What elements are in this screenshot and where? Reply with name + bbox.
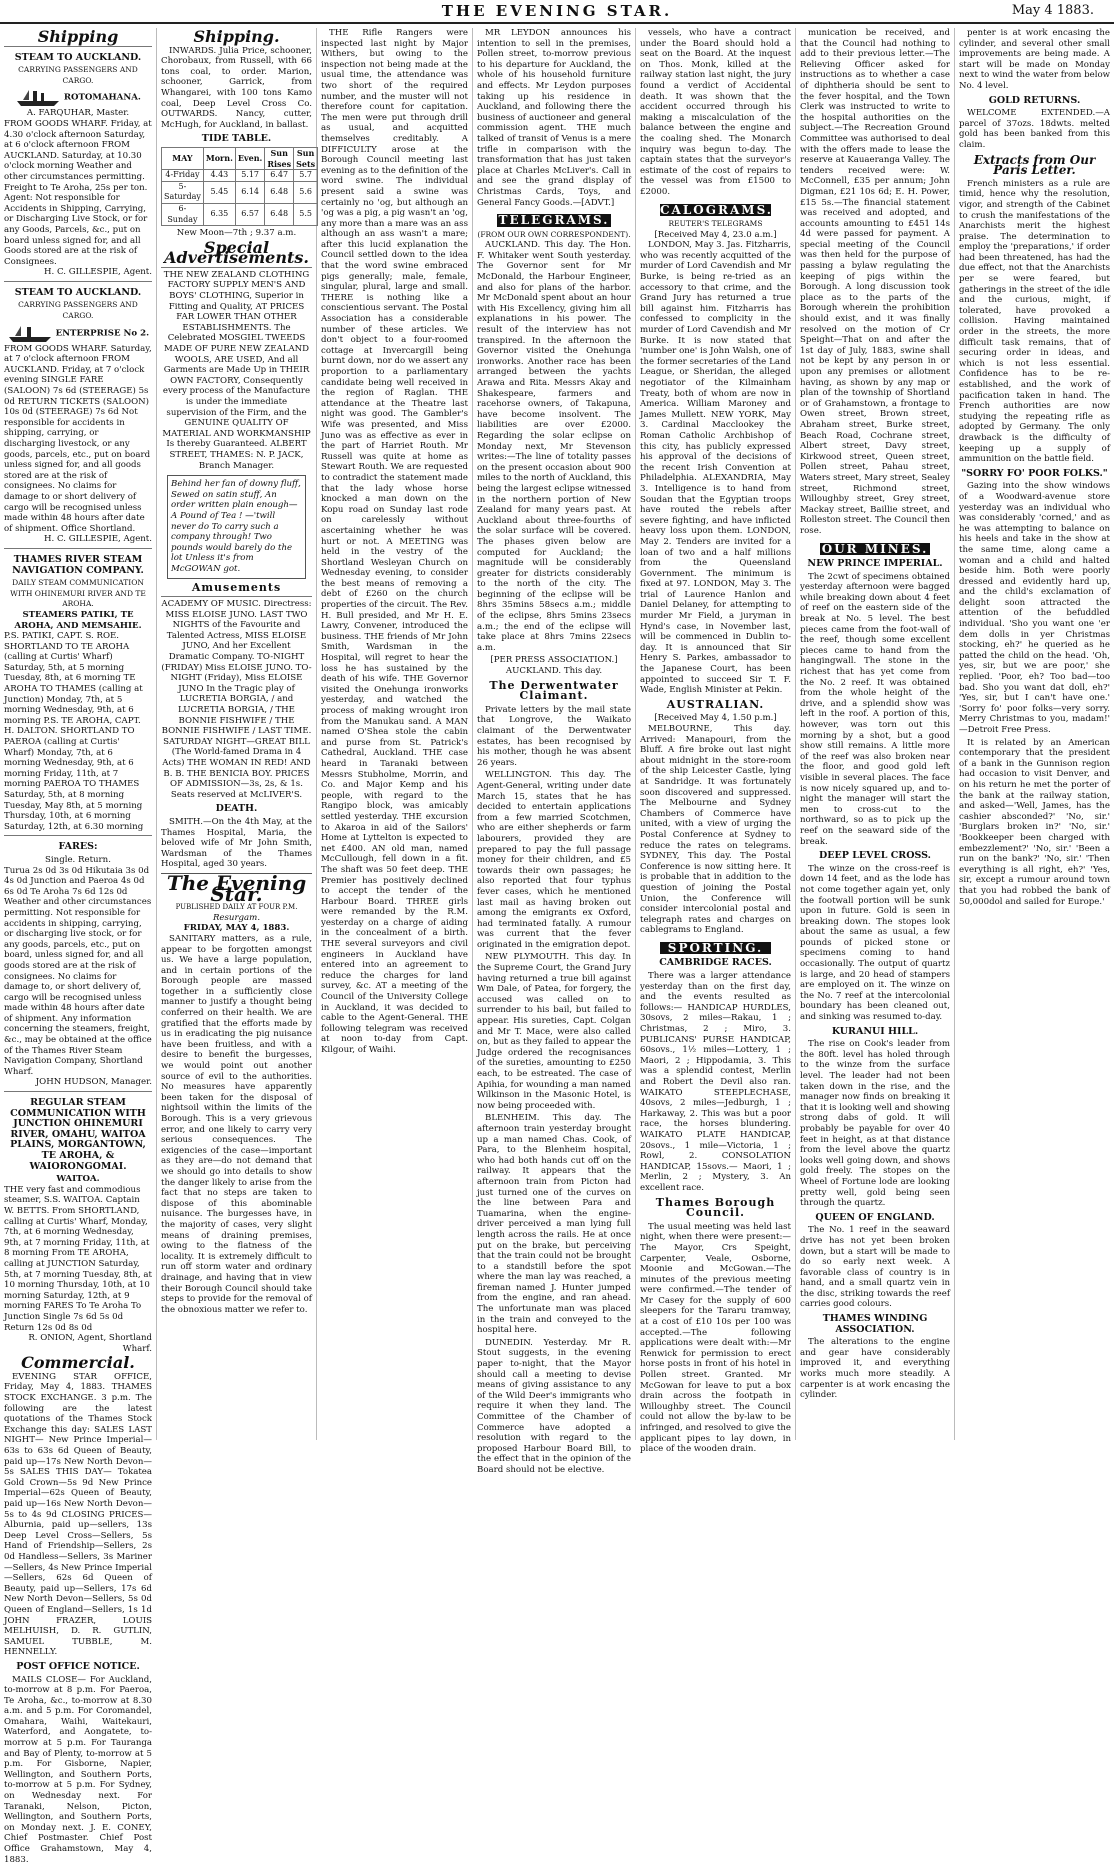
steamship-icon xyxy=(7,322,53,344)
council-heading: Thames Borough Council. xyxy=(640,1198,791,1219)
mine-report-winding-association: The alterations to the engine and gear have considerably improved it, and everything works much more steadily. A carpenter is at work encasing the cylinder. xyxy=(800,1337,950,1401)
paper-motto: Resurgam. xyxy=(161,913,312,924)
mine-report-deep-level-cross: The winze on the cross-reef is down 14 feet, and as the lode has not come together again yet, only the footwall portion will be sunk upon in future. Gold is seen in breaking down. The stopes look about the same as usual, a few pounds of picked stone or specimens coming to hand occasionally. The output of quartz is large, and 20 head of stampers are employed on it. The winze on the No. 7 reef at the intercolonial boundary has been cleaned out, and sinking was resumed to-day. xyxy=(800,864,950,1023)
column-3-local-news xyxy=(317,28,473,1440)
advertisement-notes: MR LEYDON announces his intention to sell in the premises, Pollen street, to-morrow previous to his departure for Auckland, the whole of his household furniture and effects. Mr Leydon purposes taking up his residence in Auckland, and following there the business of auctioneer and general commission agent. THE much talked of transit of Venus is a mere trifle in comparison with the transformation that has just taken place at Charles McLiver's. Call in and see the grand display of Christmas Cards, Toys, and General Fancy Goods.—[ADVT.] xyxy=(477,28,631,208)
cable-news: LONDON, May 3. Jas. Fitzharris, who was recently acquitted of the murder of Lord Cavendish and Mr Burke, is being re-tried as an accessory to that crime, and the Grand Jury has returned a true bill against him. Fitzharris has confessed to complicity in the murder of Lord Cavendish and Mr Burke. It is now stated that 'number one' is John Walsh, one of the former secretaries of the Land League, or Sheridan, the alleged negotiator of the Kilmainham Treaty, both of whom are now in America. William Maroney and James Mullett. NEW YORK, May 3. Cardinal Macclookey the Roman Catholic Archbishop of this city, has publicly expressed his approval of the decisions of the recent Irish Convention at Philadelphia. ALEXANDRIA, May 3. Intelligence is to hand from Soudan that the Egyptian troops have routed the rebels after severe fighting, and have inflicted heavy loss upon them. LONDON, May 2. Tenders are invited for a loan of two and a half millions from the Queensland Government. The minimum is fixed at 97. LONDON, May 3. The trial of Laurence Hanlon and Daniel Delaney, for attempting to murder Mr Field, a juryman in Hynd's case, in November last, will be commenced in Dublin to-day. It is announced that Sir Henry S. Parkes, ambassador to the Japanese Court, has been appointed to succeed Sir T. F. Wade, English Minister at Pekin. xyxy=(640,240,791,696)
academy-of-music-ad: ACADEMY OF MUSIC. Directress: MISS ELOISE JUNO. LAST TWO NIGHTS of the Favourite and Talented Actress, MISS ELOISE JUNO, And her Excellent Dramatic Company. TO-NIGHT (FRIDAY) Miss ELOISE JUNO. TO-NIGHT (Friday), Miss ELOISE JUNO In the Tragic play of LUCRETIA BORGIA, / and LUCRETIA BORGIA, / THE BONNIE FISHWIFE / THE BONNIE FISHWIFE / LAST TIME. SATURDAY NIGHT—GREAT BILL (The World-famed Drama in 4 Acts) THE WOMAN IN RED! AND B. B. THE BENICIA BOY. PRICES OF ADMISSION—3s, 2s, & 1s. Seats reserved at McLIVER'S. xyxy=(161,596,312,800)
shipping-ad-enterprise: STEAM TO AUCKLAND. CARRYING PASSENGERS AND CARGO. ENTERPRISE No 2. FROM GOODS WHARF. Saturday, at 7 o'clock afternoon FROM AUCKLAND. Friday, at 7 o'clock evening SINGLE FARE (SALOON) 7s 6d (STEERAGE) 5s 0d RETURN TICKETS (SALOON) 10s 0d (STEERAGE) 7s 6d Not responsible for accidents in shipping, carrying, or discharging livestock, or any goods, parcels, etc., put on board unless signed for, and all goods stored are at the risk of consignees. No claims for damage to or short delivery of cargo will be recognised unless made within 48 hours after date of shipment. Office Shortland. H. C. GILLESPIE, Agent. xyxy=(4,281,152,545)
australian-received: [Received May 4, 1.50 p.m.] xyxy=(640,713,791,724)
derwentwater-article: Private letters by the mail state that Longrove, the Waikato claimant of the Derwentwater estates, has been recognised by his mother, though he was absent 26 years. xyxy=(477,705,631,769)
shipping-ad-thames-river: THAMES RIVER STEAM NAVIGATION COMPANY. DAILY STEAM COMMUNICATION WITH OHINEMURI RIVER AND TE AROHA. STEAMERS PATIKI, TE AROHA, AND MEMSAHIE. P.S. PATIKI, CAPT. S. ROE. SHORTLAND TO TE AROHA (calling at Curtis' Wharf) Saturday, 5th, at 5 morning Tuesday, 8th, at 6 morning TE AROHA TO THAMES (calling at Junction) Monday, 7th, at 5 morning Wednesday, 9th, at 6 morning P.S. TE AROHA, CAPT. H. DALTON. SHORTLAND TO PAEROA (calling at Curtis' Wharf) Monday, 7th, at 6 morning Wednesday, 9th, at 6 morning Friday, 11th, at 7 morning PAEROA TO THAMES Saturday, 5th, at 8 morning Tuesday, May 8th, at 5 morning Thursday, 10th, at 6 morning Saturday, 12th, at 6.30 morning xyxy=(4,548,152,832)
paris-letter-article: French ministers as a rule are timid, hence why the resolution, vigor, and strength of the Cabinet to crush the manifestations of the Anarchists merit the highest praise. The determination to employ the 'preparations,' if order had been threatened, has had the due effect, not that the Anarchists per se were feared, but gatherings in the street of the idle and the curious, might, if tolerated, have provoked a collision. Having maintained order in the streets, the more difficult task remains, that of securing order in ideas, and which is not less essential. Confidence has to be re-established, and the work of pacification taken in hand. The French authorities are now studying the repeating rifle as adopted by Germany. The only drawback is the difficulty of keeping up a supply of ammunition on the battle field. xyxy=(959,179,1110,465)
shipping-ad-waitoa: REGULAR STEAM COMMUNICATION WITH JUNCTION OHINEMURI RIVER, OMAHU, WAITOA PLAINS, MORGANTOWN, TE AROHA, & WAIORONGOMAI. WAITOA. THE very fast and commodious steamer, S.S. WAITOA. Captain W. BETTS. From SHORTLAND, calling at Curtis' Wharf, Monday, 7th, at 6 morning Wednesday, 9th, at 7 morning Friday, 11th, at 8 morning From TE AROHA, calling at JUNCTION Saturday, 5th, at 7 morning Tuesday, 8th, at 10 morning Thursday, 10th, at 10 morning Saturday, 12th, at 9 morning FARES To Te Aroha To Junction Single 7s 6d 5s 0d Return 12s 0d 8s 0d R. ONION, Agent, Shortland Wharf. xyxy=(4,1091,152,1354)
press-association-note: [PER PRESS ASSOCIATION.] AUCKLAND. This day. xyxy=(477,655,631,676)
poor-folks-heading: "SORRY FO' POOR FOLKS." xyxy=(959,469,1110,480)
telegram-wellington: WELLINGTON. This day. The Agent-General, writing under date March 15, states that he has decided to entertain applications from a few married Scotchmen, who are either shepherds or farm labourers, provided they are prepared to pay the full passage money for their children, and £5 towards their own passages; he also reported that four typhus fever cases, which he mentioned last mail as having broken out among the emigrants ex Oxford, had terminated fatally. A rumour was current that the fever originated in the emigration depot. xyxy=(477,770,631,950)
calograms-subheading: REUTER'S TELEGRAMS xyxy=(640,219,791,230)
table-row: 4-Friday 4.43 5.17 6.47 5.7 xyxy=(162,170,318,182)
column-5-cables xyxy=(636,28,796,1440)
telegrams-subheading: (FROM OUR OWN CORRESPONDENT). xyxy=(477,230,631,241)
clothing-factory-ad: THE NEW ZEALAND CLOTHING FACTORY SUPPLY MEN'S AND BOYS' CLOTHING, Superior in Fitting and Quality, AT PRICES FAR LOWER THAN OTHER ESTABLISHMENTS. The Celebrated MOSGIEL TWEEDS MADE OF PURE NEW ZEALAND WOOLS, ARE USED, And all Garments are Made Up in THEIR OWN FACTORY, Consequently every process of the Manufacture is under the immediate supervision of the Firm, and the GENUINE QUALITY OF MATERIAL AND WORKMANSHIP Is thereby Guaranteed. ALBERT STREET, THAMES: N. P. JACK, Branch Manager. xyxy=(161,267,312,471)
bank-anecdote: It is related by an American contemporary that the president of a bank in the Gunnison region had occasion to visit Denver, and on his return he met the porter of the bank at the railway station, and asked—'Well, James, has the cashier absconded?' 'No, sir.' 'Burglars broken in?' 'No, sir.' 'Bookkeeper been charged with embezzlement?' 'No, sir.' 'Been a run on the bank?' 'No, sir.' 'Then everything is all right, eh?' 'Yes, sir, except a rumour around town that you had robbed the bank of 50,000dol and sailed for Europe.' xyxy=(959,738,1110,908)
shipping-movements: INWARDS. Julia Price, schooner, Chorobaux, from Russell, with 66 tons coal, to order. Marion, schooner, Garrick, from Whangarei, with 100 tons Kamo coal, Deep Level Cross Co. OUTWARDS. Nancy, cutter, McHugh, for Auckland, in ballast. xyxy=(161,46,312,131)
mine-heading-new-prince-imperial: NEW PRINCE IMPERIAL. xyxy=(800,559,950,570)
tide-table-title: TIDE TABLE. xyxy=(161,134,312,145)
column-1-shipping xyxy=(0,28,157,1440)
telegram-auckland: AUCKLAND. This day. The Hon. F. Whitaker went South yesterday. The Governor sent for Mr McDonald, the Harbour Engineer, and also for plans of the harbor. Mr McDonald spent about an hour with His Excellency, giving him all explanations in his power. The result of the interview has not transpired. In the afternoon the Governor visited the Onehunga ironworks. Another race has been arranged between the yachts Arawa and Rita. Messrs Akay and Shakespeare, farmers and racehorse owners, of Takapuna, have become insolvent. The liabilities are over £2000. Regarding the solar eclipse on Monday next, Mr Stevenson writes:—The line of totality passes on the present occasion about 900 miles to the north of Auckland, this being the largest eclipse witnessed in the northern portion of New Zealand for many years past. At Auckland about three-fourths of the solar surface will be covered. The phases given below are computed for Auckland; the magnitude will be considerably greater for districts considerably to the north of the city. The beginning of the eclipse will be 8hrs 35mins 58secs a.m.; middle of the eclipse, 8hrs 5mins 23secs a.m.; the end of the eclipse will take place at 8hrs 7mins 22secs a.m. xyxy=(477,240,631,653)
moon-phase: New Moon—7th ; 9.37 a.m. xyxy=(161,228,312,239)
gold-returns-heading: GOLD RETURNS. xyxy=(959,96,1110,107)
mine-heading-winding-association: THAMES WINDING ASSOCIATION. xyxy=(800,1314,950,1335)
table-row: 6-Sunday 6.35 6.57 6.48 5.5 xyxy=(162,203,318,225)
mine-heading-deep-level-cross: DEEP LEVEL CROSS. xyxy=(800,851,950,862)
our-mines-heading: OUR MINES. xyxy=(820,543,930,556)
commercial-heading: Commercial. xyxy=(4,1358,152,1369)
leader-article: SANITARY matters, as a rule, appear to be forgotten amongst us. We have a large population, and in certain portions of the Borough people are massed together in a sufficiently close manner to justify a thought being conferred on their health. We are gratified that the efforts made by us in eradicating the pig nuisance have been fruitless, and with a desire to benefit the burgesses, we would point out another source of evil to the authorities. No measures have apparently been taken for the disposal of nightsoil within the limits of the Borough. This is a very grievous error, and one likely to carry very serious consequences. The exigencies of the case—important as they are—do not demand that we should go into details to show the danger likely to arise from the fact that no steps are taken to dispose of this abominable nuisance. The burgesses have, in the majority of cases, very slight means of draining premises, owing to the flatness of the locality. It is extremely difficult to run off storm water and ordinary drainage, and having that in view their Borough Council should take steps to provide for the removal of the obnoxious matter we refer to. xyxy=(161,934,312,1315)
shipping-fares: FARES: Single. Return. Turua 2s 0d 3s 0d Hikutaia 3s 0d 4s 0d Junction and Paeroa 4s 0d 6s 0d Te Aroha 7s 6d 12s 0d Weather and other circumstances permitting. Not responsible for accidents in shipping, carrying, or discharging live stock, or for any goods, parcels, etc., put on board, unless signed for, and all goods stored are at the risk of consignees. No claims for damage to, or short delivery of, cargo will be recognised unless made within 48 hours after date of shipment. Any information concerning the steamers, freight, &c., may be obtained at the office of the Thames River Steam Navigation Company, Shortland Wharf. JOHN HUDSON, Manager. xyxy=(4,835,152,1088)
paper-publish-note: PUBLISHED DAILY AT FOUR P.M. xyxy=(161,902,312,913)
mine-heading-queen-of-england: QUEEN OF ENGLAND. xyxy=(800,1213,950,1224)
column-2 xyxy=(157,28,317,1440)
poor-folks-article: Gazing into the show windows of a Woodward-avenue store yesterday was an individual who was considerably 'corned,' and as he was attempting to balance on his heels and take in the show at the same time, along came a woman and a child and halted beside him. Both were poorly dressed and evidently hard up, and the child's exclamation of delight soon attracted the attention of the befuddled individual. 'Sho you want one 'er dem dolls in yer Christmas stocking, eh?' he queried as he patted the child on the head. 'Oh, yes, sir, but we are poor,' she replied. 'Poor, eh? Too bad—too bad. Sho you want dat doll, eh?' 'Yes, sir, but I can't have one.' 'Sorry fo' poor folks—very sorry. Merry Christmas to you, madam!' —Detroit Free Press. xyxy=(959,481,1110,735)
telegram-blenheim: BLENHEIM. This day. The afternoon train yesterday brought up a man named Chas. Cook, of Para, to the Blenheim hospital, who had both hands cut off on the railway. It appears that the afternoon train from Picton had just turned one of the curves on the line between Para and Tuamarina, when the engine-driver perceived a man lying full length across the rails. He at once put on the brake, but perceiving that the train could not be brought to a standstill before the spot where the man lay was reached, a fireman named J. Hunter jumped from the engine, and ran ahead. The unfortunate man was placed in the train and conveyed to the hospital here. xyxy=(477,1113,631,1335)
council-report-continued: munication be received, and that the Council had nothing to add to their previous letter.—The Relieving Officer asked for instructions as to whether a case of diphtheria should be sent to the fever hospital, and the Town Clerk was instructed to write to the hospital authorities on the subject.—The Recreation Ground Committee was authorised to deal with the offers made to lease the reserve at Kauaeranga Valley. The tenders received were: W. McConnell, £35 per annum; John Digman, £21 10s 6d; E. H. Power, £15 5s.—The financial statement was received and adopted, and accounts amounting to £451 14s 4d were passed for payment. A special meeting of the Council was then held for the purpose of passing a bylaw regulating the keeping of pigs within the Borough. A long discussion took place as to the parts of the Borough wherein the prohibition should exist, and it was finally resolved on the motion of Cr Speight—That on and after the 1st day of July, 1883, swine shall not be kept by any person in or upon any premises or allotment having, as shown by any map or plan of the township of Shortland or of Grahamstown, a frontage to Owen street, Brown street, Abraham street, Burke street, Beach Road, Cochrane street, Albert street, Davy street, Kirkwood street, Queen street, Pollen street, Pahau street, Waters street, Mary street, Sealey street, Richmond street, Willoughby street, Grey street, Mackay street, Baillie street, and Rolleston street. The Council then rose. xyxy=(800,28,950,537)
sporting-subheading: CAMBRIDGE RACES. xyxy=(640,958,791,969)
calograms-received: [Received May 4, 23.0 a.m.] xyxy=(640,230,791,241)
calograms-heading: CALOGRAMS. xyxy=(660,204,771,217)
newspaper-title: THE EVENING STAR. xyxy=(0,2,1114,20)
gold-returns-report: WELCOME EXTENDED.—A parcel of 37ozs. 18dwts. melted gold has been banked from this claim. xyxy=(959,108,1110,150)
steamship-icon xyxy=(15,86,61,108)
australian-news: MELBOURNE, This day. Arrived: Manapouri, from the Bluff. A fire broke out last night about midnight in the store-room of the ship Leicester Castle, lying at Sandridge. It was fortunately soon discovered and suppressed. The Melbourne and Sydney Chambers of Commerce have united, with a view of urging the Postal Conference at Sydney to reduce the rates on telegrams. SYDNEY, This day. The Postal Conference is now sitting here. It is probable that in addition to the question of joining the Postal Union, the Conference will consider intercolonial postal and telegraph rates and charges on cablegrams to England. xyxy=(640,724,791,936)
table-row: 5-Saturday 5.45 6.14 6.48 5.6 xyxy=(162,181,318,203)
council-report: The usual meeting was held last night, when there were present:—The Mayor, Crs Speight, Carpenter, Veale, Osborne, Moonie and McGowan.—The minutes of the previous meeting were confirmed.—The tender of Mr Casey for the supply of 600 sleepers for the Tararu tramway, at a cost of £10 10s per 100 was accepted.—The following applications were dealt with:—Mr Renwick for permission to erect horse posts in front of his hotel in Pollen street. Granted. Mr McGowan for leave to put a box drain across the footpath in Willoughby street. The Council could not allow the by-law to be infringed, and resolved to give the applicant pipes to lay down, in place of the wooden drain. xyxy=(640,1222,791,1455)
sporting-heading: SPORTING. xyxy=(660,942,771,955)
column-6-mines xyxy=(796,28,955,1440)
paris-letter-heading: Extracts from Our Paris Letter. xyxy=(959,155,1110,176)
section-heading: Shipping xyxy=(4,32,152,43)
inquest-report: vessels, who have a contract under the Board should hold a seat on the Board. At the inquest on Thos. Monk, killed at the railway station last night, the jury found a verdict of Accidental death. It was shown that the accident occurred through his making a miscalculation of the balance between the engine and the coaling shed. The Monarch inquiry was begun to-day. The captain states that the surveyor's estimate of the cost of repairs to the vessel was from £1500 to £2000. xyxy=(640,28,791,198)
derwentwater-heading: The Derwentwater Claimant. xyxy=(477,681,631,702)
leader-date: FRIDAY, MAY 4, 1883. xyxy=(161,923,312,934)
stock-exchange-report: EVENING STAR OFFICE, Friday, May 4, 1883. THAMES STOCK EXCHANGE. 3 p.m. The following are the latest quotations of the Thames Stock Exchange this day: SALES LAST NIGHT— New Prince Imperial—63s to 63s 6d Queen of Beauty, paid up—17s New North Devon—5s SALES THIS DAY— Tokatea Gold Crown—5s 9d New Prince Imperial—62s Queen of Beauty, paid up—16s New North Devon—5s to 4s 9d CLOSING PRICES— Alburnia, paid up—sellers, 13s Deep Level Cross—Sellers, 5s Hand of Friendship—Sellers, 2s 0d Handless—Sellers, 3s Mariner—Sellers, 4s New Prince Imperial—Sellers, 62s 6d Queen of Beauty, paid up—Sellers, 17s 6d New North Devon—Sellers, 5s 0d Queen of England—Sellers, 1s 1d JOHN FRAZER, LOUIS MELHUISH, D. R. GUTLIN, SAMUEL TUBBLE, M. HENNELLY. xyxy=(4,1372,152,1658)
shipping-ad-rotomahana: STEAM TO AUCKLAND. CARRYING PASSENGERS AND CARGO. ROTOMAHANA. A. FARQUHAR, Master. FROM GOODS WHARF. Friday, at 4.30 o'clock afternoon Saturday, at 6 o'clock afternoon FROM AUCKLAND. Saturday, at 10.30 o'clock morning Weather and other circumstances permitting. Freight to Te Aroha, 25s per ton. Agent: Not responsible for Accidents in Shipping, Carrying, or Discharging Live Stock, or for any Goods, Parcels, &c., put on board unless signed for, and all Goods stored are at the risk of Consignees. H. C. GILLESPIE, Agent. xyxy=(4,46,152,278)
mine-report-queen-of-england: The No. 1 reef in the seaward drive has not yet been broken down, but a start will be made to do so early next week. A favorable class of country is in hand, and a small quartz vein in the disc, striking towards the reef carries good colours. xyxy=(800,1225,950,1310)
local-news-paragraphs: THE Rifle Rangers were inspected last night by Major Withers, but owing to the inspection not being made at the usual time, the attendance was two short of the required number, and the muster will not therefore count for capitation. The men were put through drill as usual, and acquitted themselves creditably. A DIFFICULTY arose at the Borough Council meeting last evening as to the definition of the word swine. The individual present said a swine was certainly no 'og, but although an 'og was a pig, a pig wasn't an 'og, any more than a mare was an ass although an ass wasn't a mare; after this lucid explanation the Council settled down to the idea that the word swine embraced pigs generally; male, female, singular, plural, large and small. THERE is nothing like a conscientious servant. The Postal Association has a considerable number of these articles. We don't object to a four-roomed cottage at Invercargill being burnt down, nor do we assert any proportion to a parliamentary candidate being well received in the region of Raglan. THE attendance at the Theatre last night was good. The Gambler's Wife was presented, and Miss Juno was as effective as ever in the part of Harriet Routh. Mr Russell was quite at home as Stewart Routh. We are requested to contradict the statement made that the lady whose horse knocked a man down on the Kopu road on Sunday last rode on carelessly without ascertaining whether he was hurt or not. A MEETING was held in the vestry of the Shortland Wesleyan Church on Wednesday evening, to consider the best means of removing a debt of £260 on the church properties of the circuit. The Rev. H. Bull presided, and Mr H. E. Lawry, Convener, introduced the business. THE friends of Mr John Smith, Wardsman in the Hospital, will regret to hear the loss he has sustained by the death of his wife. THE Governor visited the Onehunga ironworks yesterday, and watched the process of making wrought iron from the Manukau sand. A MAN named O'Shea stole the cabin and purse from St. Patrick's Cathedral, Auckland. THE case heard in Taranaki between Messrs Stubholme, Morrin, and Co. and Major Kemp and his people, with regard to the Rangipo block, was amicably settled yesterday. THE excursion to Akaroa in aid of the Sailors' Home at Lyttelton is expected to net £400. AN old man, named McCullough, fell down in a fit. The shaft was 50 feet deep. THE Premier has positively declined to accept the tender of the Harbour Board. THREE girls were remanded by the R.M. yesterday on a charge of aiding in the concealment of a birth. THE several surveyors and civil engineers in Auckland have entered into an agreement to reduce the charges for land survey, &c. AT a meeting of the Council of the University College in Auckland, it was decided to cable to the Agent-General. THE following telegram was received at noon to-day from Capt. Kilgour, of Waihi. xyxy=(321,28,468,1056)
section-heading: Shipping. xyxy=(161,32,312,43)
masthead xyxy=(0,0,1114,24)
death-notice-heading: DEATH. xyxy=(161,804,312,815)
cambridge-races-report: There was a larger attendance yesterday than on the first day, and the events resulted as follows:— HANDICAP HURDLES, 30sovs, 2 miles—Rakau, 1 ; Christmas, 2 ; Miro, 3. PUBLICANS' PURSE HANDICAP, 60sovs., 1½ miles—Lottery, 1 ; Maori, 2 ; Hippodamia, 3. This was a splendid contest, Merlin and Robert the Devil also ran. WAIKATO STEEPLECHASE, 40sovs, 2 miles—Jedburgh, 1 ; Harkaway, 2. This was but a poor race, the horses blundering. WAIKATO PLATE HANDICAP, 20sovs., 1 mile—Victoria, 1 ; Rowl, 2. CONSOLATION HANDICAP, 15sovs.— Maori, 1 ; Merlin, 2 ; Mystery, 3. An excellent race. xyxy=(640,971,791,1193)
telegram-new-plymouth: NEW PLYMOUTH. This day. In the Supreme Court, the Grand Jury having returned a true bill against Wm Dale, of Patea, for forgery, the accused was called on to surrender to his bail, but failed to appear. His sureties, Capt. Colgan and Mr T. Mace, were also called on, but as they failed to appear the Judge ordered the recognisances of the sureties, amounting to £250 each, to be estreated. The case of Apihia, for wounding a man named Wilkinson in the Masonic Hotel, is now being proceeded with. xyxy=(477,952,631,1111)
australian-heading: AUSTRALIAN. xyxy=(640,700,791,711)
column-7-paris-letter xyxy=(955,28,1114,1440)
mine-heading-kuranui-hill: KURANUI HILL. xyxy=(800,1027,950,1038)
mine-report-kuranui-hill: The rise on Cook's leader from the 80ft. level has holed through to the winze from the surface level. The leader had not been taken down in the rise, and the manager now finds on breaking it that it is looking well and showing strong dabs of gold. It will probably be payable for over 40 feet in height, as at that distance from the level above the quartz looks well going down, and shows gold freely. The stopes on the Wheel of Fortune lode are looking pretty well, gold being seen through the quartz. xyxy=(800,1039,950,1209)
amusements-heading: Amusements xyxy=(161,583,312,594)
column-4-telegrams xyxy=(473,28,636,1440)
post-office-heading: POST OFFICE NOTICE. xyxy=(4,1662,152,1673)
tea-poem-ad: Behind her fan of downy fluff, Sewed on satin stuff, An order written plain enough— A Pound of Tea ! —'twill never do To carry such a company through! Two pounds would barely do the lot Unless it's from McGOWAN got. xyxy=(167,475,306,578)
death-notice: SMITH.—On the 4th May, at the Thames Hospital, Maria, the beloved wife of Mr John Smith, Wardsman of the Thames Hospital, aged 30 years. xyxy=(161,817,312,870)
special-ads-heading: Special Advertisements. xyxy=(161,243,312,264)
issue-date: May 4 1883. xyxy=(1012,3,1094,18)
telegrams-heading: TELEGRAMS. xyxy=(497,214,611,227)
paper-nameplate: The Evening Star. xyxy=(161,878,312,899)
telegram-dunedin: DUNEDIN. Yesterday. Mr R. Stout suggests, in the evening paper to-night, that the Mayor should call a meeting to devise means of giving assistance to any of the Wild Deer's immigrants who require it when they land. The Committee of the Chamber of Commerce have adopted a resolution with regard to the proposed Harbour Board Bill, to the effect that in the opinion of the Board should not be elective. xyxy=(477,1338,631,1476)
post-office-notice: MAILS CLOSE— For Auckland, to-morrow at 8 p.m. For Paeroa, Te Aroha, &c., to-morrow at 8.30 a.m. and 5 p.m. For Coromandel, Omahara, Waihi, Waitekauri, Waterford, and Aongatete, to-morrow at 5 p.m. For Tauranga and Bay of Plenty, to-morrow at 5 p.m. For Gisborne, Napier, Wellington, and Southern Ports, to-morrow at 5 p.m. For Sydney, on Wednesday next. For Taranaki, Nelson, Picton, Wellington, and Southern Ports, on Monday next. J. E. CONEY, Chief Postmaster. Chief Post Office Grahamstown, May 4, 1883. xyxy=(4,1675,152,1865)
tide-table: MAY Morn. Even. Sun Rises Sun Sets 4-Friday 4.43 5.17 6.47 5.7 5-Saturday 5.45 6.14 6.48 5.6 6-Sunday 6.35 6.57 6.48 5.5 xyxy=(161,147,318,226)
winding-report-continued: penter is at work encasing the cylinder, and several other small improvements are being made. A start will be made on Monday next to wind the water from below No. 4 level. xyxy=(959,28,1110,92)
mine-report-new-prince-imperial: The 2cwt of specimens obtained yesterday afternoon were bagged while breaking down about 4 feet of reef on the eastern side of the break at No. 5 level. The best pieces came from the foot-wall of the reef, though some excellent pieces came to hand from the hangingwall. The stone in the richest that has yet come from the No. 2 reef. It was obtained from the whole height of the drive, and a splendid show was left in the roof. A portion of this, however, was torn out this morning by a shot, but a good show still remains. A little more of the reef was also broken near the floor, and good gold left visible in several places. The face is now nicely squared up, and to-night the manager will start the men to cross-cut to the northward, so as to pick up the reef on the seaward side of the break. xyxy=(800,572,950,847)
